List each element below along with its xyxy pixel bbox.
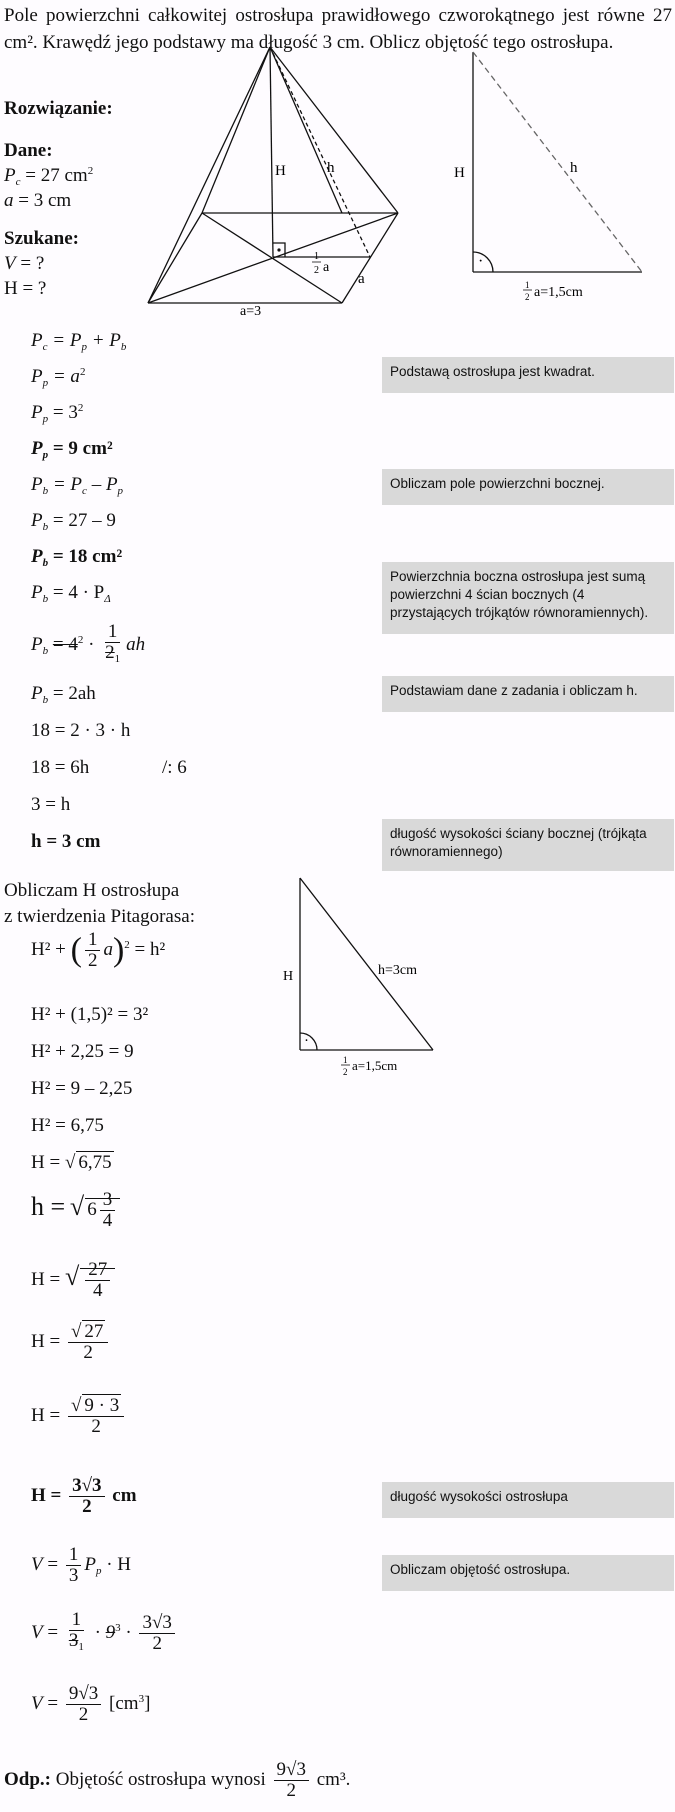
label-h: h	[570, 160, 578, 176]
step-pb-frac: $P_b = 4^2$ · $\frac{1}{2_1}$ ah	[31, 621, 146, 665]
step-pb-4: $P_b = 4 \cdot P_\Delta$	[31, 582, 111, 605]
given-a: a = 3 cm	[4, 190, 72, 211]
right-angle-dot: ·	[478, 253, 484, 270]
label-H: H	[283, 969, 294, 984]
pyth-eq-1: H² + ( $\frac{1}{2}$ a)$^2$ = h²	[31, 929, 166, 971]
label-base: a=3	[240, 304, 262, 319]
pyth-eq-2: H² + (1,5)² = 3²	[31, 1004, 149, 1025]
step-pb-result: $P_b = 18$ cm²	[31, 546, 123, 569]
pyth-eq-8: H = √ $\frac{27}{4}$	[31, 1260, 115, 1301]
pyth-intro-1: Obliczam H ostrosłupa	[4, 880, 180, 901]
answer: Odp.: Objętość ostrosłupa wynosi $\frac{9√3}{2}$ cm³.	[4, 1759, 351, 1801]
triangle-figure-1	[440, 50, 665, 310]
step-pp-result: $P_p = 9$ cm²	[31, 438, 113, 461]
pyramid-figure	[140, 45, 410, 325]
step-pc: $P_c = P_p + P_b$	[31, 330, 127, 353]
step-6h: 18 = 6h	[31, 757, 90, 778]
label-half-den: 2	[525, 292, 530, 302]
label-half-num: 1	[525, 280, 530, 290]
volume-eq-3: V = $\frac{9√3}{2}$ $[cm^3]$	[31, 1683, 151, 1725]
label-h: h	[327, 160, 335, 176]
pyth-eq-10: H = $\frac{√ 9 \cdot 3}{2}$	[31, 1396, 127, 1437]
solution-heading: Rozwiązanie:	[4, 98, 113, 119]
given-pc: $P_c = 27$ $cm^2$	[4, 165, 94, 188]
problem-text: Pole powierzchni całkowitej ostrosłupa prawidłowego czworokątnego jest równe 27 cm². Krawędź jego podstawy ma długość 3 cm. Oblicz objętość tego ostrosłupa.	[4, 5, 672, 53]
label-a-small: a	[323, 260, 330, 275]
pyth-intro-2: z twierdzenia Pitagorasa:	[4, 906, 195, 927]
step-3h: 3 = h	[31, 794, 71, 815]
step-6h-div: /: 6	[162, 757, 187, 778]
step-pp-3: $P_p = 3^2$	[31, 402, 84, 425]
label-a: a	[358, 271, 365, 287]
label-half-num: 1	[343, 1055, 348, 1065]
pyramid-edge	[270, 47, 398, 213]
pyramid-edge	[270, 47, 342, 213]
label-H: H	[275, 163, 286, 179]
note-face-height: długość wysokości ściany bocznej (trójkąta równoramiennego)	[382, 819, 674, 871]
note-lateral-sum: Powierzchnia boczna ostrosłupa jest sumą powierzchni 4 ścian bocznych (4 przystających trójkątów równoramiennych).	[382, 562, 674, 634]
pyth-eq-result: H = $\frac{3√3}{2}$ cm	[31, 1475, 137, 1517]
given-heading: Dane:	[4, 140, 53, 161]
right-angle-dot	[277, 248, 280, 251]
sought-h: H = ?	[4, 278, 47, 299]
pyth-eq-3: H² + 2,25 = 9	[31, 1041, 134, 1062]
label-base: a=1,5cm	[352, 1058, 398, 1073]
volume-eq-2: V = $\frac{1}{3_1}$ · $9^3$ · $\frac{3√3}{2}$	[31, 1610, 178, 1657]
sought-v: V = ?	[4, 253, 45, 274]
note-pyramid-height: długość wysokości ostrosłupa	[382, 1482, 674, 1518]
step-h-result: h = 3 cm	[31, 831, 101, 852]
apothem	[270, 47, 370, 257]
pyramid-edge	[202, 47, 270, 213]
label-h: h=3cm	[378, 963, 417, 978]
label-base: a=1,5cm	[534, 285, 583, 300]
note-volume: Obliczam objętość ostrosłupa.	[382, 1555, 674, 1591]
base-edge	[342, 213, 398, 303]
step-18: 18 = 2 · 3 · h	[31, 720, 131, 741]
note-base-square: Podstawą ostrosłupa jest kwadrat.	[382, 357, 674, 393]
volume-eq-1: V = $\frac{1}{3}$ $P_p \cdot H$	[31, 1544, 131, 1586]
note-lateral-area: Obliczam pole powierzchni bocznej.	[382, 469, 674, 505]
pyramid-height	[270, 47, 273, 257]
triangle-figure-2	[275, 870, 455, 1080]
pyth-eq-5: H² = 6,75	[31, 1115, 104, 1136]
step-pb-sub: $P_b = 27 - 9$	[31, 510, 116, 533]
pyth-eq-7: h = √ 6 $\frac{3}{4}$	[31, 1190, 120, 1231]
pyramid-edge	[148, 47, 270, 303]
label-H: H	[454, 165, 465, 181]
pyth-eq-4: H² = 9 – 2,25	[31, 1078, 133, 1099]
right-angle-dot: ·	[304, 1033, 309, 1049]
note-substitute: Podstawiam dane z zadania i obliczam h.	[382, 676, 674, 712]
base-edge	[148, 213, 202, 303]
pyth-eq-6: H = √ 6,75	[31, 1152, 112, 1173]
pyth-eq-9: H = $\frac{√ 27}{2}$	[31, 1322, 111, 1363]
step-pb-2ah: $P_b = 2ah$	[31, 683, 96, 706]
label-half-num: 1	[314, 251, 319, 262]
triangle-hypotenuse	[473, 52, 642, 272]
step-pp-a: $P_p = a^2$	[31, 366, 86, 389]
sought-heading: Szukane:	[4, 228, 79, 249]
label-half-den: 2	[314, 265, 319, 276]
step-pb: $P_b = P_c - P_p$	[31, 474, 124, 497]
label-half-den: 2	[343, 1067, 348, 1077]
